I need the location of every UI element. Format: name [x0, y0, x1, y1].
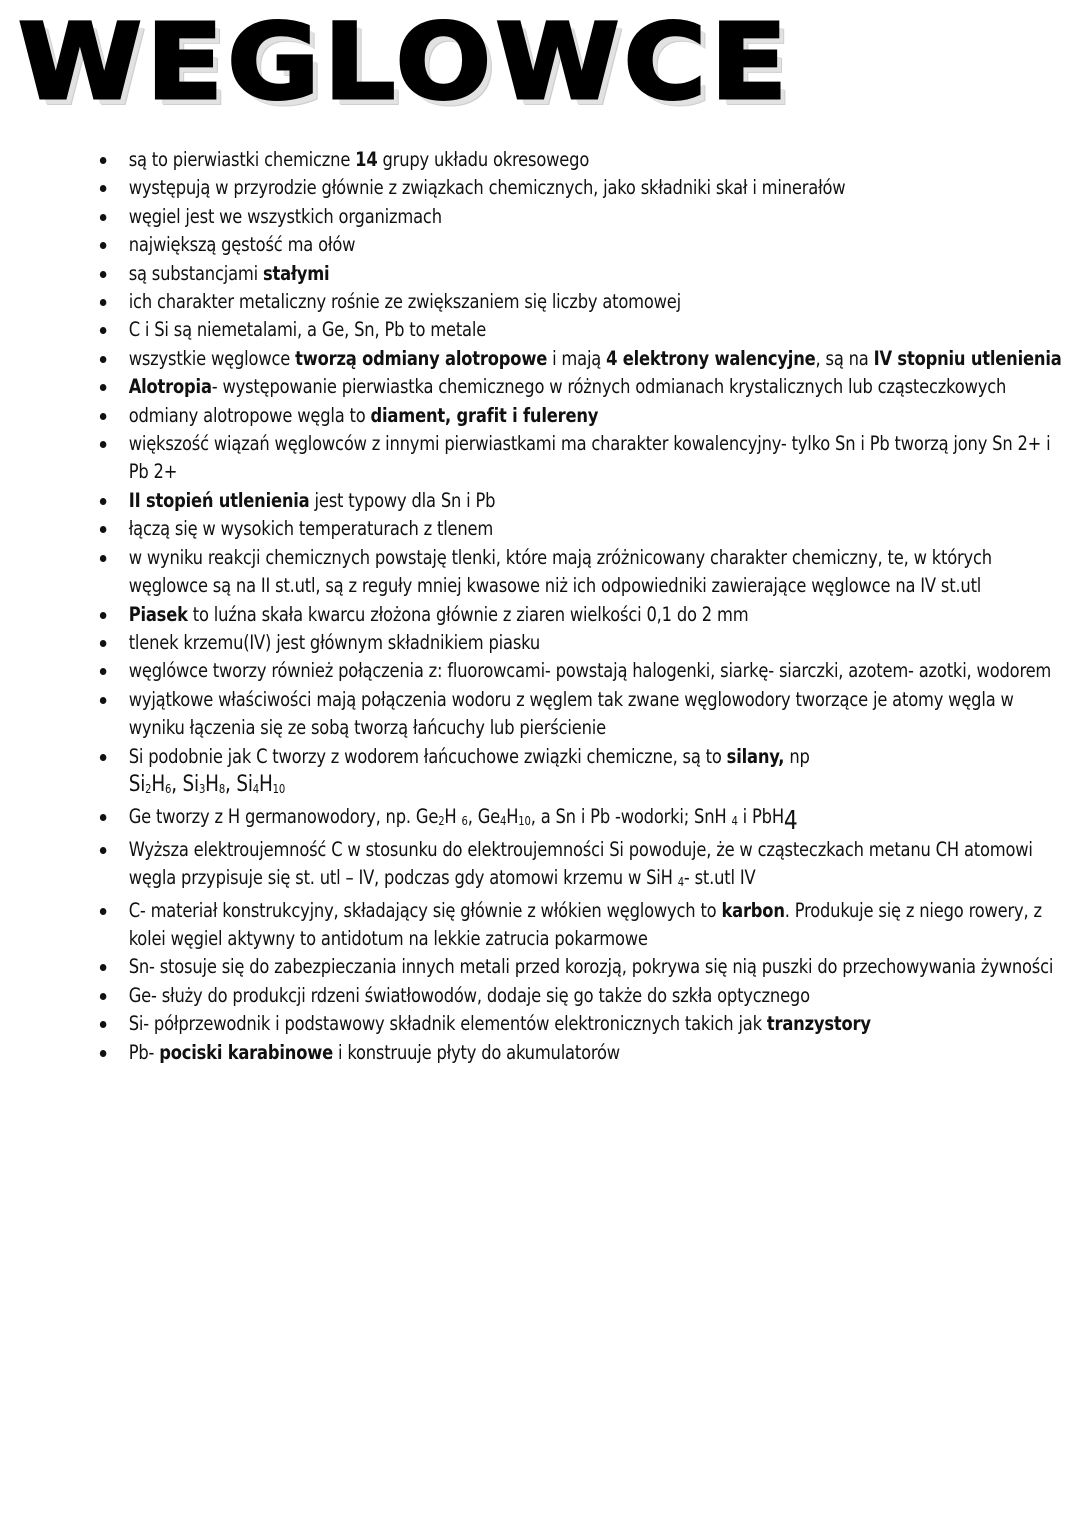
- text-segment: węglówce tworzy również połączenia z: fluorowcami- powstają halogenki, siarkę- siarczki, azotem- azotki, wodorem: [128, 659, 1052, 683]
- text-segment: , Ge: [467, 805, 501, 829]
- text-segment: Si: [128, 771, 146, 797]
- bold-text: tranzystory: [766, 1012, 871, 1036]
- text-segment: , są na: [815, 346, 874, 370]
- bold-text: 4 elektrony walencyjne: [606, 346, 816, 370]
- list-item: [98, 897, 1068, 954]
- list-item: [98, 203, 1068, 231]
- list-item: [98, 686, 1068, 743]
- text-segment: Pb-: [128, 1040, 160, 1064]
- bold-text: tworzą odmiany alotropowe: [295, 346, 548, 370]
- text-segment: są to pierwiastki chemiczne: [128, 148, 356, 171]
- text-segment: Ge- służy do produkcji rdzeni światłowodów, dodaje się go także do szkła optycznego: [128, 983, 810, 1007]
- bold-text: silany,: [726, 744, 785, 768]
- text-segment: wyjątkowe właściwości mają połączenia wodoru z węglem tak zwane węglowodory tworzące je atomy węgla w wyniku łączenia się ze sobą tworzą łańcuchy lub pierścienie: [128, 687, 1014, 740]
- list-item: [98, 174, 1068, 202]
- text-segment: H: [205, 771, 219, 797]
- list-item: [98, 1039, 1068, 1067]
- text-segment: 3: [198, 781, 206, 796]
- page-title-text: WEGLOWCE: [18, 1, 792, 123]
- text-segment: 6: [165, 781, 172, 796]
- list-item: [98, 803, 1068, 835]
- text-segment: węgiel jest we wszystkich organizmach: [128, 204, 442, 228]
- text-segment: 8: [218, 781, 226, 796]
- text-segment: H: [259, 771, 273, 797]
- text-segment: C i Si są niemetalami, a Ge, Sn, Pb to metale: [128, 318, 487, 342]
- text-segment: występują w przyrodzie głównie z związkach chemicznych, jako składniki skał i minerałów: [128, 176, 846, 200]
- text-segment: jest typowy dla Sn i Pb: [309, 488, 496, 512]
- text-segment: 10: [272, 781, 286, 796]
- text-segment: tlenek krzemu(IV) jest głównym składnikiem piasku: [128, 630, 541, 654]
- text-segment: Si podobnie jak C tworzy z wodorem łańcuchowe związki chemiczne, są to: [128, 744, 727, 768]
- bold-text: pociski karabinowe: [159, 1040, 333, 1064]
- text-segment: i mają: [547, 346, 607, 370]
- text-segment: Si- półprzewodnik i podstawowy składnik elementów elektronicznych takich jak: [128, 1012, 767, 1036]
- bold-text: diament, grafit i fulereny: [370, 403, 599, 427]
- text-segment: 4: [783, 806, 798, 837]
- text-segment: grupy układu okresowego: [377, 148, 590, 171]
- bold-text: 14: [355, 148, 378, 171]
- notes-list: [98, 146, 1062, 1067]
- text-segment: 4: [731, 814, 738, 829]
- text-segment: np: [784, 744, 810, 768]
- list-item: [98, 402, 1068, 430]
- text-segment: 6: [461, 814, 468, 829]
- text-segment: , Si: [171, 771, 199, 797]
- text-segment: 4: [252, 781, 260, 796]
- text-segment: wszystkie węglowce: [128, 346, 296, 370]
- text-segment: H: [506, 805, 519, 829]
- list-item: [98, 231, 1068, 259]
- text-segment: 2: [145, 781, 152, 796]
- text-segment: Ge: [415, 805, 439, 829]
- text-segment: - występowanie pierwiastka chemicznego w różnych odmianach krystalicznych lub cząsteczkowych: [211, 375, 1007, 399]
- list-item: [98, 982, 1068, 1010]
- text-segment: , Si: [225, 771, 253, 797]
- list-item: [98, 373, 1068, 401]
- text-segment: to luźna skała kwarcu złożona głównie z ziaren wielkości 0,1 do 2 mm: [187, 602, 749, 626]
- text-segment: ich charakter metaliczny rośnie ze zwiększaniem się liczby atomowej: [128, 290, 682, 314]
- text-segment: , a Sn i Pb -wodorki; SnH: [530, 805, 732, 829]
- list-item: [98, 430, 1068, 487]
- list-item: [98, 743, 1068, 804]
- text-segment: C- materiał konstrukcyjny, składający się głównie z włókien węglowych to: [128, 898, 722, 922]
- list-item: [98, 953, 1068, 981]
- list-item: [98, 345, 1068, 373]
- text-segment: i PbH: [737, 805, 784, 829]
- list-item: [98, 601, 1068, 629]
- list-item: [98, 316, 1068, 344]
- list-item: [98, 629, 1068, 657]
- bold-text: Alotropia: [128, 375, 212, 399]
- text-segment: większość wiązań węglowców z innymi pierwiastkami ma charakter kowalencyjny- tylko Sn i Pb tworzą jony Sn 2+ i Pb 2+: [128, 432, 1051, 484]
- bold-text: II stopień utlenienia: [128, 488, 310, 512]
- text-segment: - st.utl IV: [683, 866, 756, 890]
- list-item: [98, 836, 1068, 897]
- text-segment: H: [151, 771, 166, 797]
- text-segment: H: [444, 805, 462, 829]
- list-item: [98, 288, 1068, 316]
- text-segment: w wyniku reakcji chemicznych powstaję tlenki, które mają zróżnicowany charakter chemiczny, te, w których węglowce są na II st.utl, są z reguły mniej kwasowe niż ich odpowiedniki zawierające węglowce na IV st.utl: [128, 545, 992, 598]
- text-segment: łączą się w wysokich temperaturach z tlenem: [128, 517, 494, 541]
- bold-text: karbon: [721, 898, 785, 922]
- text-segment: i konstruuje płyty do akumulatorów: [332, 1040, 620, 1064]
- text-segment: Ge tworzy z H germanowodory, np.: [128, 805, 416, 829]
- list-item: [98, 260, 1068, 288]
- page-title: [18, 1, 792, 123]
- list-item: [98, 515, 1068, 543]
- list-item: [98, 487, 1068, 515]
- text-segment: 10: [518, 814, 531, 829]
- list-item: [98, 544, 1068, 601]
- list-item: [98, 146, 1068, 174]
- bold-text: IV stopniu utlenienia: [873, 346, 1062, 370]
- text-segment: odmiany alotropowe węgla to: [128, 403, 371, 427]
- text-segment: największą gęstość ma ołów: [128, 233, 356, 257]
- text-segment: . Produkuje się z niego rowery, z kolei węgiel aktywny to antidotum na lekkie zatrucia pokarmowe: [128, 898, 1042, 950]
- text-segment: są substancjami: [128, 261, 263, 285]
- text-segment: Wyższa elektroujemność C w stosunku do elektroujemności Si powoduje, że w cząsteczkach metanu CH atomowi węgla przypisuje się st. utl – IV, podczas gdy atomowi krzemu w SiH: [128, 837, 1033, 890]
- text-segment: 2: [438, 814, 445, 829]
- list-item: [98, 657, 1068, 685]
- bold-text: stałymi: [262, 261, 330, 285]
- text-segment: 4: [677, 875, 684, 890]
- bold-text: Piasek: [128, 602, 188, 626]
- text-segment: 4: [500, 814, 507, 829]
- list-item: [98, 1010, 1068, 1038]
- text-segment: Sn- stosuje się do zabezpieczania innych metali przed korozją, pokrywa się nią puszki do przechowywania żywności: [128, 955, 1054, 979]
